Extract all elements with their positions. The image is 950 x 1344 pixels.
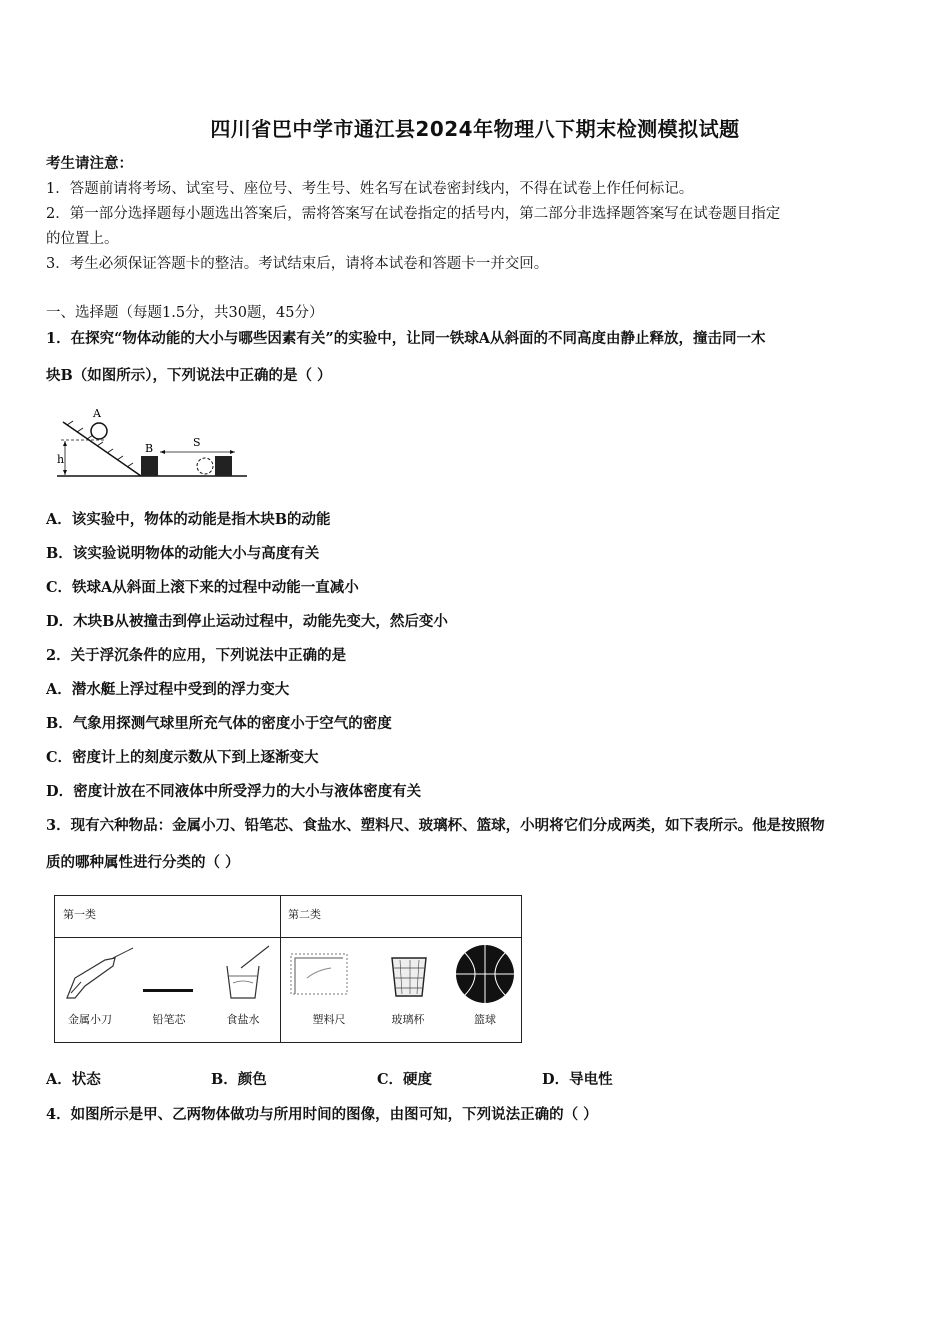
option: C．硬度 (377, 1071, 433, 1088)
item-label: 篮球 (474, 1013, 496, 1026)
option: D．密度计放在不同液体中所受浮力的大小与液体密度有关 (46, 783, 422, 800)
notice-item: 1．答题前请将考场、试室号、座位号、考生号、姓名写在试卷密封线内，不得在试卷上作任何标记。 (46, 181, 694, 197)
items-illustration (55, 938, 521, 1008)
glass-cup-icon (392, 958, 426, 996)
option: D．木块B从被撞击到停止运动过程中，动能先变大，然后变小 (46, 613, 448, 630)
label-s: S (193, 436, 201, 449)
option: A．状态 (46, 1071, 101, 1088)
question-stem: 块B（如图所示），下列说法中正确的是（ ） (46, 367, 332, 384)
block-b-final (215, 456, 232, 476)
item-label: 塑料尺 (312, 1013, 346, 1026)
knife-icon (67, 948, 133, 998)
ball-a (91, 423, 107, 439)
category-2-label: 第二类 (288, 908, 321, 921)
item-label: 食盐水 (226, 1013, 260, 1026)
option: B．该实验说明物体的动能大小与高度有关 (46, 545, 320, 562)
option: B．气象用探测气球里所充气体的密度小于空气的密度 (46, 715, 392, 732)
label-a: A (93, 408, 101, 420)
option: A．该实验中，物体的动能是指木块B的动能 (46, 511, 331, 528)
item-label: 铅笔芯 (152, 1013, 186, 1026)
notice-item: 3．考生必须保证答题卡的整洁。考试结束后，请将本试卷和答题卡一并交回。 (46, 256, 549, 272)
item-label: 玻璃杯 (391, 1013, 425, 1026)
notice-heading: 考生请注意： (46, 155, 133, 172)
section-heading: 一、选择题（每题1.5分，共30题，45分） (46, 305, 324, 321)
category-1-label: 第一类 (63, 908, 96, 921)
question-stem: 4．如图所示是甲、乙两物体做功与所用时间的图像，由图可知，下列说法正确的（ ） (46, 1106, 598, 1123)
question-stem: 2．关于浮沉条件的应用，下列说法中正确的是 (46, 647, 347, 664)
plastic-ruler-icon (291, 954, 347, 994)
option: B．颜色 (211, 1071, 267, 1088)
item-label: 金属小刀 (68, 1013, 112, 1026)
page-title: 四川省巴中学市通江县2024年物理八下期末检测模拟试题 (210, 117, 740, 141)
question-stem: 1．在探究“物体动能的大小与哪些因素有关”的实验中，让同一铁球A从斜面的不同高度由静止释放，撞击同一木 (46, 330, 766, 347)
option: D．导电性 (542, 1071, 613, 1088)
ball-final-position (197, 458, 213, 474)
incline-experiment-figure (55, 408, 250, 484)
salt-water-glass-icon (227, 946, 269, 998)
block-b (141, 456, 158, 476)
pencil-lead-icon (143, 989, 193, 992)
notice-item: 2．第一部分选择题每小题选出答案后，需将答案写在试卷指定的括号内，第二部分非选择题答案写在试卷题目指定 (46, 206, 781, 222)
classification-table (54, 895, 522, 1043)
question-stem: 质的哪种属性进行分类的（ ） (46, 854, 240, 871)
option: C．铁球A从斜面上滚下来的过程中动能一直减小 (46, 579, 359, 596)
notice-item: 的位置上。 (46, 231, 119, 247)
option: A．潜水艇上浮过程中受到的浮力变大 (46, 681, 290, 698)
question-stem: 3．现有六种物品：金属小刀、铅笔芯、食盐水、塑料尺、玻璃杯、篮球，小明将它们分成两类，如下表所示。他是按照物 (46, 817, 825, 834)
option: C．密度计上的刻度示数从下到上逐渐变大 (46, 749, 319, 766)
basketball-icon (456, 945, 514, 1003)
label-b: B (145, 442, 154, 455)
label-h: h (57, 453, 65, 466)
